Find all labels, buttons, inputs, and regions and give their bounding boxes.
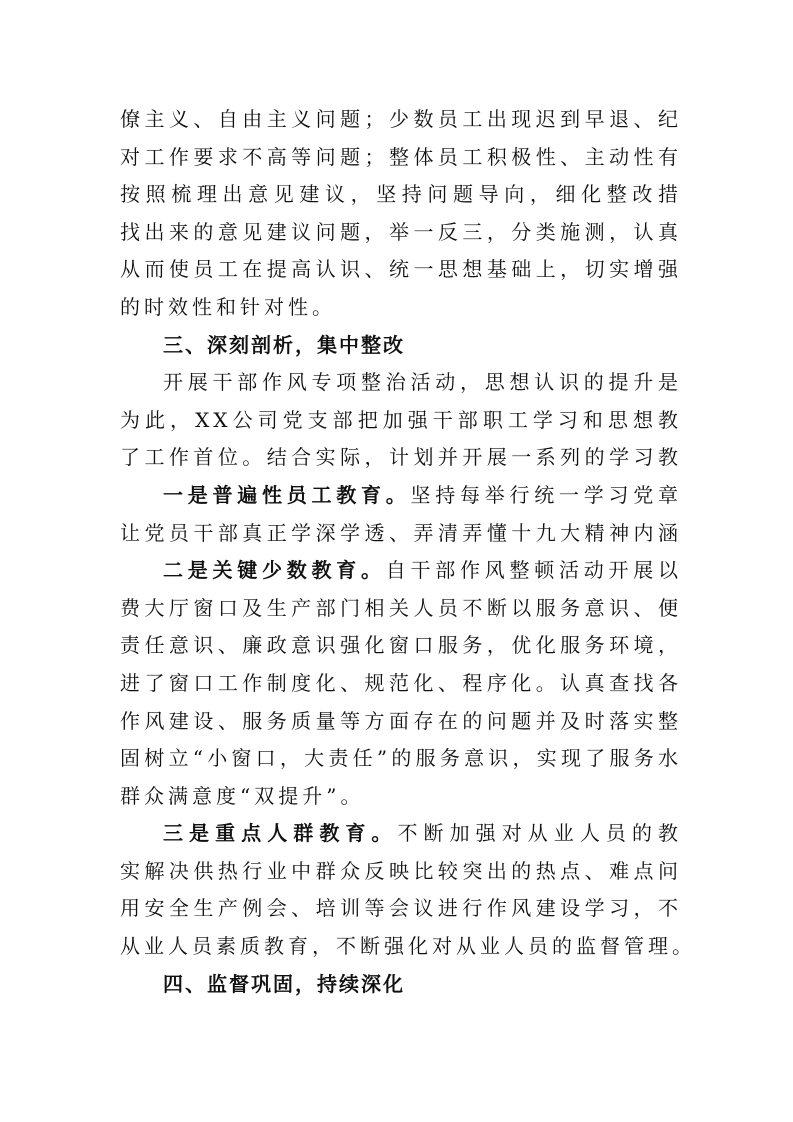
- section-heading: [120, 327, 682, 365]
- line-text: 用安全生产例会、培训等会议进行作风建设学习，不: [120, 896, 682, 921]
- bold-lead-text: 三是重点人群教育。: [163, 821, 398, 846]
- section-heading: [120, 966, 682, 1004]
- text-line: [120, 251, 682, 289]
- bold-lead-text: 二是关键少数教育。: [163, 558, 386, 583]
- line-text: 三、深刻剖析，集中整改: [163, 332, 405, 357]
- line-text: 四、监督巩固，持续深化: [163, 971, 405, 996]
- line-text: 群众满意度“双提升”。: [120, 783, 365, 808]
- line-text: 僚主义、自由主义问题；少数员工出现迟到早退、纪: [120, 107, 682, 131]
- line-text: 责任意识、廉政意识强化窗口服务，优化服务环境，: [120, 633, 682, 658]
- line-text: 开展干部作风专项整治活动，思想认识的提升是: [163, 370, 682, 395]
- document-page: [120, 101, 696, 1003]
- text-line: [120, 515, 682, 553]
- text-line: [120, 289, 682, 327]
- text-line: [120, 552, 682, 590]
- line-text: 不断加强对从业人员的教: [397, 821, 682, 846]
- text-line: [120, 665, 682, 703]
- line-text: 自干部作风整顿活动开展以: [385, 558, 682, 583]
- line-text: 固树立“小窗口，大责任”的服务意识，实现了服务水: [120, 746, 682, 771]
- text-line: [120, 101, 682, 139]
- line-text: 进了窗口工作制度化、规范化、程序化。认真查找各: [120, 670, 682, 695]
- text-line: [120, 703, 682, 741]
- bold-lead-text: 一是普遍性员工教育。: [163, 482, 411, 507]
- text-line: [120, 364, 682, 402]
- line-text: 作风建设、服务质量等方面存在的问题并及时落实整: [120, 708, 682, 733]
- text-line: [120, 740, 682, 778]
- text-line: [120, 815, 682, 853]
- line-text: 按照梳理出意见建议，坚持问题导向，细化整改措: [120, 182, 682, 207]
- line-text: 费大厅窗口及生产部门相关人员不断以服务意识、便: [120, 595, 682, 620]
- line-text: 找出来的意见建议问题，举一反三，分类施测，认真: [120, 219, 682, 244]
- text-line: [120, 402, 682, 440]
- line-text: 坚持每举行统一学习党章: [410, 482, 682, 507]
- line-text: 的时效性和针对性。: [120, 294, 336, 319]
- text-line: [120, 778, 682, 816]
- text-line: [120, 139, 682, 177]
- text-line: [120, 853, 682, 891]
- text-line: [120, 214, 682, 252]
- line-text: 对工作要求不高等问题；整体员工积极性、主动性有: [120, 144, 682, 169]
- text-line: [120, 477, 682, 515]
- text-line: [120, 590, 682, 628]
- text-line: [120, 176, 682, 214]
- text-line: [120, 627, 682, 665]
- text-line: [120, 928, 696, 966]
- line-text: 为此，XX公司党支部把加强干部职工学习和思想教: [120, 407, 682, 432]
- line-text: 让党员干部真正学深学透、弄清弄懂十九大精神内涵: [120, 520, 682, 545]
- line-text: 从业人员素质教育，不断强化对从业人员的监督管理。: [120, 934, 696, 959]
- line-text: 了工作首位。结合实际，计划并开展一系列的学习教: [120, 445, 682, 470]
- text-line: [120, 890, 682, 928]
- text-line: [120, 439, 682, 477]
- line-text: 实解决供热行业中群众反映比较突出的热点、难点问: [120, 858, 682, 883]
- line-text: 从而使员工在提高认识、统一思想基础上，切实增强: [120, 257, 682, 282]
